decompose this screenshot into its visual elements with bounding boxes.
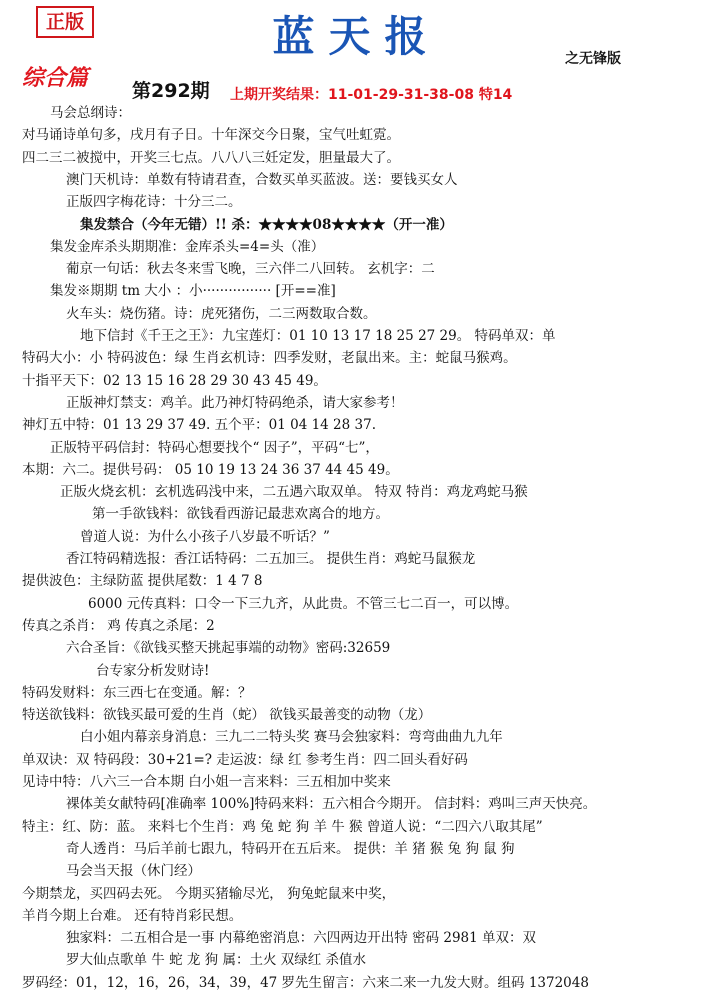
text-line: 马会总纲诗： [50, 105, 131, 121]
text-line: 六合圣旨：《欲钱买整天挑起事端的动物》密码:32659 [66, 640, 391, 657]
text-line: 单双诀：双 特码段：30+21=? 走运波：绿 红 参考生肖：四二回头看好码 [22, 751, 468, 768]
page-title: 蓝天报 [272, 12, 441, 61]
text-line: 特码大小：小 特码波色：绿 生肖玄机诗：四季发财，老鼠出来。主：蛇鼠马猴鸡。 [22, 350, 517, 367]
text-line: 正版神灯禁支：鸡羊。此乃神灯特码绝杀，请大家参考！ [66, 394, 404, 411]
text-line: 正版四字梅花诗：十分三二。 [66, 194, 242, 211]
text-line: 奇人透肖：马后羊前七跟九，特码开在五后来。 提供：羊 猪 猴 兔 狗 鼠 狗 [66, 840, 515, 857]
text-line: 正版特平码信封：特码心想要找个“ 因子”，平码“七”， [50, 439, 379, 456]
text-line: 6000 元传真料：口令一下三九齐，从此贵。不管三七二百一，可以博。 [88, 595, 519, 612]
text-line: 今期禁龙，买四码去死。 今期买猪输尽光， 狗兔蛇鼠来中奖， [22, 885, 396, 902]
text-line: 集发※期期 tm 大小 ：小················ [开==准] [50, 283, 336, 300]
text-line: 特码发财料：东三西七在变通。解：？ [22, 684, 252, 701]
text-line: 葡京一句话：秋去冬来雪飞晚，三六伴二八回转。 玄机字：二 [66, 261, 435, 278]
text-line: 马会当天报（休门经） [66, 863, 201, 880]
text-line: 传真之杀肖： 鸡 传真之杀尾：2 [22, 617, 215, 634]
text-line: 罗码经：01，12，16，26，34，39，47 罗先生留言：六来二来一九发大财。组码 1372048 [22, 974, 589, 991]
text-line: 罗大仙点歌单 牛 蛇 龙 狗 属：土火 双绿红 杀值水 [66, 952, 367, 969]
text-line: 第一手欲钱料：欲钱看西游记最悲欢离合的地方。 [92, 506, 389, 523]
text-line: 香江特码精选报：香江话特码：二五加三。 提供生肖：鸡蛇马鼠猴龙 [66, 551, 476, 567]
text-line: 羊肖今期上台难。 还有特肖彩民想。 [22, 907, 243, 924]
text-line: 裸体美女献特码[准确率 100%]特码来料：五六相合今期开。 信封料：鸡叫三声天快亮。 [66, 796, 597, 813]
section-title: 综合篇 [22, 65, 89, 91]
text-line: 特主：红、防：蓝。 来料七个生肖：鸡 兔 蛇 狗 羊 牛 猴 曾道人说：“二四六八取其尾” [22, 818, 543, 835]
edition-label: 之无锋版 [565, 51, 621, 67]
text-line: 台专家分析发财诗! [96, 662, 210, 679]
text-line: 本期：六二。提供号码： 05 10 19 13 24 36 37 44 45 49。 [22, 461, 399, 478]
text-line: 见诗中特：八六三一合本期 白小姐一言来料：三五相加中奖来 [22, 774, 391, 790]
text-line: 澳门天机诗：单数有特请君查，合数买单买蓝波。送：要钱买女人 [66, 171, 458, 188]
text-line: 特送欲钱料：欲钱买最可爱的生肖（蛇） 欲钱买最善变的动物（龙） [22, 707, 432, 724]
text-line: 神灯五中特：01 13 29 37 49. 五个平：01 04 14 28 37. [22, 417, 376, 434]
last-result: 上期开奖结果：11-01-29-31-38-08 特14 [230, 87, 513, 103]
text-line: 曾道人说：为什么小孩子八岁最不听话？” [80, 528, 330, 545]
text-line: 白小姐内幕亲身消息：三九二二特头奖 赛马会独家料：弯弯曲曲九九年 [80, 729, 503, 746]
text-line: 提供波色：主绿防蓝 提供尾数：1 4 7 8 [22, 573, 263, 590]
text-line: 火车头：烧伤猪。诗：虎死猪伤，二三两数取合数。 [66, 305, 377, 322]
text-line: 集发禁合（今年无错）!! 杀：★★★★08★★★★（开一准） [80, 216, 453, 233]
issue-number: 第292期 [132, 80, 210, 102]
text-line: 正版火烧玄机：玄机选码浅中来，二五遇六取双单。 特双 特肖：鸡龙鸡蛇马猴 [60, 484, 528, 501]
text-line: 独家料：二五相合是一事 内幕绝密消息：六四两边开出特 密码 2981 单双：双 [66, 930, 537, 947]
text-line: 集发金库杀头期期准：金库杀头=4=头（准） [50, 238, 325, 255]
text-line: 十指平天下：02 13 15 16 28 29 30 43 45 49。 [22, 372, 327, 389]
genuine-badge: 正版 [36, 6, 94, 38]
text-line: 对马诵诗单句多，戌月有子日。十年深交今日聚，宝气吐虹霓。 [22, 127, 400, 144]
text-line: 四二三二被搅中，开奖三七点。八八八三妊定发，胆量最大了。 [22, 149, 400, 166]
text-line: 地下信封《千王之王》：九宝莲灯：01 10 13 17 18 25 27 29。 特码单双：单 [80, 328, 556, 344]
